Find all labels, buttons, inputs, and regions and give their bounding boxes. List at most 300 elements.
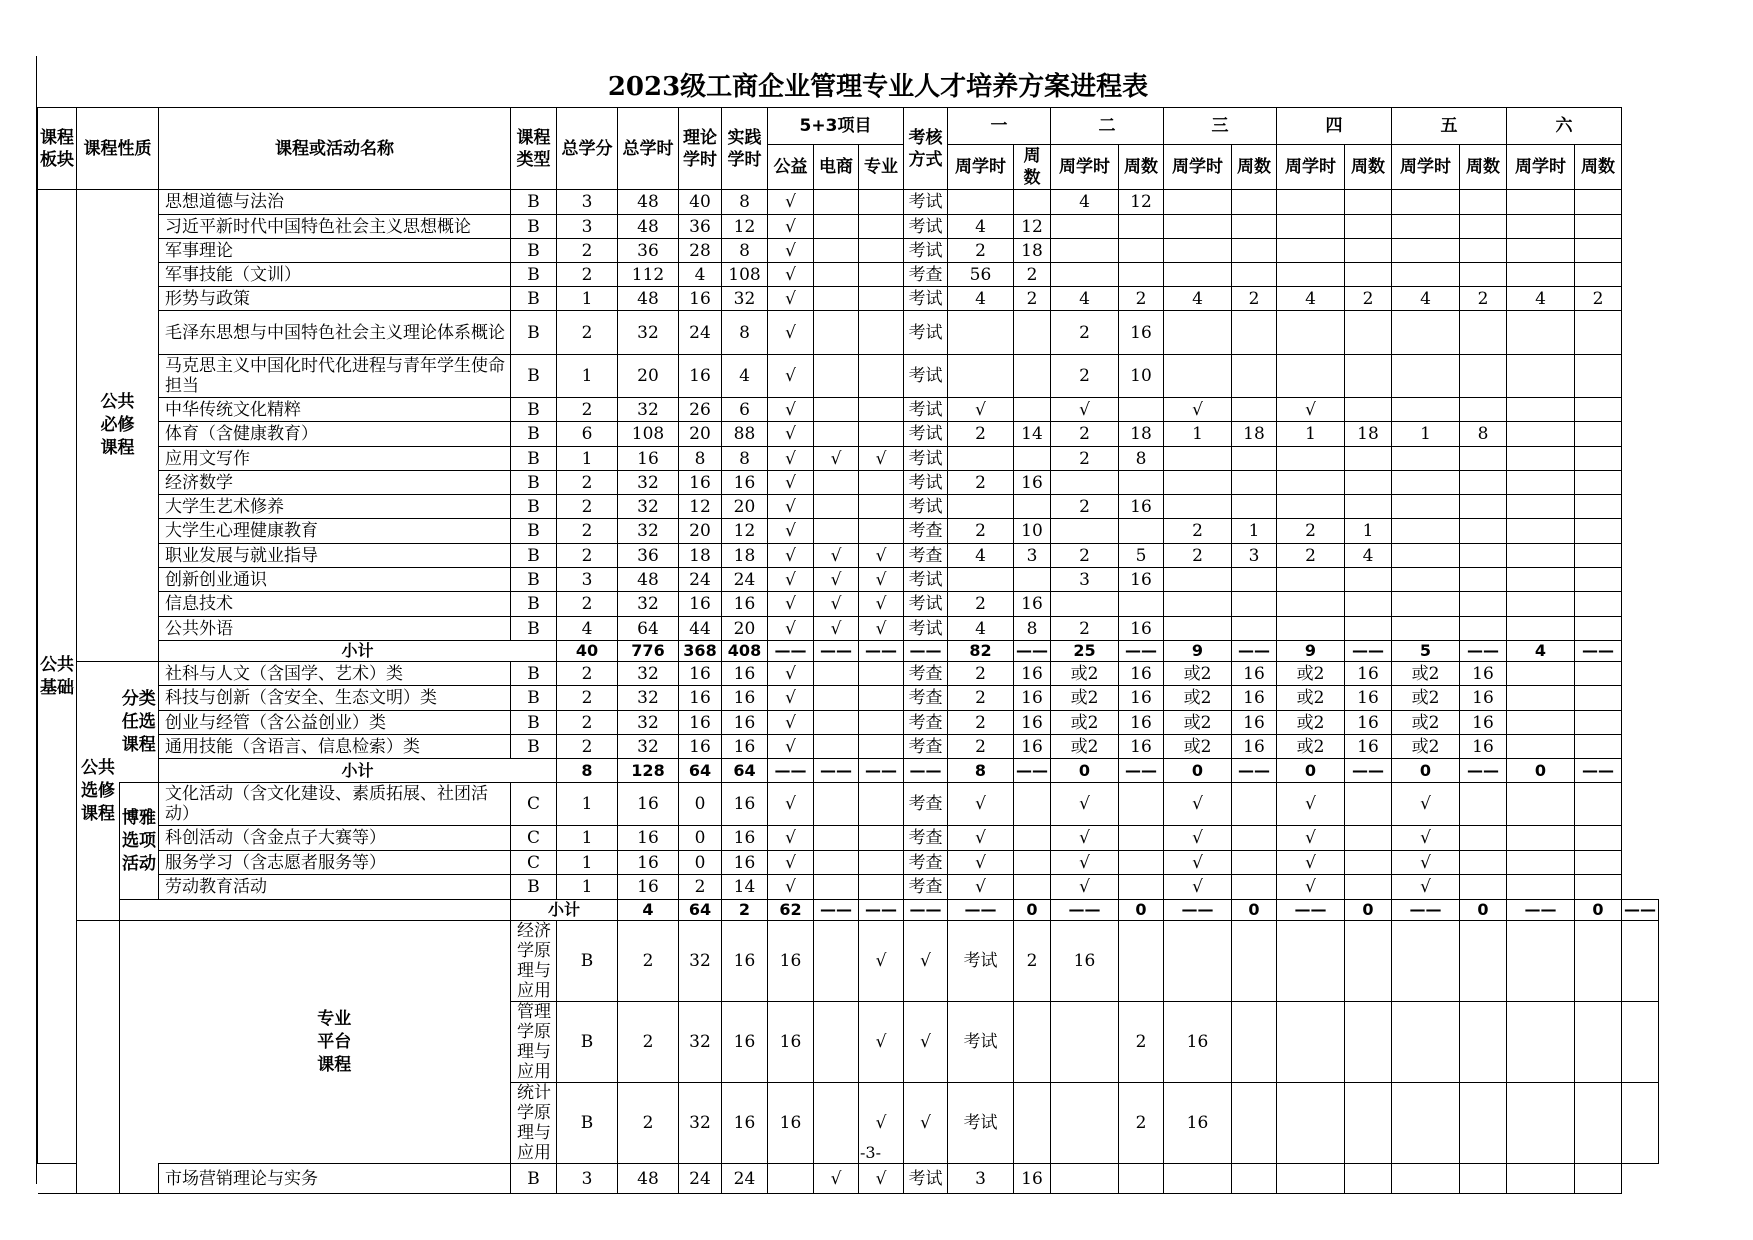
project-gongyi: √ [768, 686, 814, 711]
total-credits: 2 [557, 311, 618, 355]
sem-4-weeks: 2 [1345, 287, 1392, 311]
sem-5-weeks [1460, 617, 1507, 641]
sem-4-week-hours: 2 [1277, 544, 1345, 568]
sem-1-week-hours: 4 [948, 617, 1014, 641]
sem-6-week-hours [1507, 311, 1575, 355]
exam-method: 考试 [904, 617, 948, 641]
sem-2-weeks: 16 [1119, 617, 1164, 641]
course-name: 市场营销理论与实务 [159, 1164, 511, 1194]
sem-3-weeks [1277, 1083, 1345, 1164]
sem-2-week-hours: 3 [1051, 568, 1119, 592]
sem-2-weeks [1119, 1164, 1164, 1194]
sem-3-week-hours [1164, 190, 1232, 215]
subtotal-value: 8 [557, 759, 618, 783]
sem-6-week-hours [1507, 519, 1575, 544]
sem-6-week-hours [1507, 568, 1575, 592]
sem-4-week-hours [1277, 239, 1345, 263]
theory-hours: 16 [679, 471, 722, 495]
practice-hours: 16 [722, 662, 768, 686]
sem-1-weeks: 16 [1014, 735, 1051, 759]
sem-6-week-hours [1507, 263, 1575, 287]
header-dianshang: 电商 [814, 145, 859, 190]
sem-4-weeks [1345, 875, 1392, 900]
project-gongyi: √ [768, 544, 814, 568]
sem-3-week-hours [1232, 921, 1277, 1002]
sem-3-weeks [1232, 239, 1277, 263]
sem-1-weeks: 18 [1014, 239, 1051, 263]
header-name: 课程或活动名称 [159, 108, 511, 190]
theory-hours: 20 [679, 519, 722, 544]
exam-method: 考试 [904, 239, 948, 263]
practice-hours: 16 [722, 471, 768, 495]
subtotal-value: —— [1051, 900, 1119, 921]
practice-hours: 18 [722, 544, 768, 568]
sem-6-week-hours [1507, 662, 1575, 686]
header-week-hours: 周学时 [1277, 145, 1345, 190]
sem-2-week-hours: √ [1051, 875, 1119, 900]
sem-5-week-hours: √ [1392, 826, 1460, 851]
project-gongyi: √ [768, 783, 814, 826]
exam-method: 考查 [904, 544, 948, 568]
practice-hours: 12 [722, 215, 768, 239]
subtotal-value: —— [859, 900, 904, 921]
course-type: B [511, 617, 557, 641]
sem-5-week-hours [1392, 215, 1460, 239]
course-name: 管理学原理与应用 [511, 1002, 557, 1083]
project-gongyi [768, 1164, 814, 1194]
sem-2-week-hours [1051, 215, 1119, 239]
total-hours: 32 [618, 311, 679, 355]
sem-1-weeks [1014, 495, 1051, 519]
table-row [38, 263, 1659, 287]
sem-3-week-hours [1232, 1002, 1277, 1083]
sem-5-week-hours: √ [1392, 875, 1460, 900]
total-credits: 3 [557, 568, 618, 592]
subtotal-value: —— [1392, 900, 1460, 921]
sem-3-weeks [1232, 190, 1277, 215]
project-zhuanye [859, 311, 904, 355]
sem-3-week-hours: 或2 [1164, 686, 1232, 711]
sem-3-weeks [1232, 398, 1277, 422]
total-credits: 6 [557, 422, 618, 447]
total-hours: 32 [618, 398, 679, 422]
sem-1-week-hours [1014, 1002, 1051, 1083]
project-zhuanye [859, 851, 904, 875]
sem-1-weeks: 14 [1014, 422, 1051, 447]
exam-method: 考试 [904, 215, 948, 239]
sem-6-week-hours [1507, 826, 1575, 851]
sem-5-weeks [1507, 1002, 1575, 1083]
sem-6-week-hours [1507, 422, 1575, 447]
project-dianshang [814, 686, 859, 711]
project-gongyi [814, 1002, 859, 1083]
sem-5-weeks: 16 [1460, 686, 1507, 711]
subtotal-value: 0 [1119, 900, 1164, 921]
exam-method: 考查 [904, 711, 948, 735]
sem-2-weeks: 16 [1119, 495, 1164, 519]
table-row [38, 735, 1659, 759]
sem-4-week-hours: 或2 [1277, 686, 1345, 711]
sem-4-weeks: 4 [1345, 544, 1392, 568]
practice-hours: 16 [722, 686, 768, 711]
subtotal-value: —— [1345, 641, 1392, 662]
practice-hours: 14 [722, 875, 768, 900]
course-type: B [511, 735, 557, 759]
practice-hours: 16 [768, 1083, 814, 1164]
course-type: B [511, 875, 557, 900]
total-credits: 2 [557, 544, 618, 568]
total-hours: 32 [618, 471, 679, 495]
sem-4-week-hours: 或2 [1277, 662, 1345, 686]
project-dianshang [814, 422, 859, 447]
sem-1-week-hours: 4 [948, 215, 1014, 239]
page-number: -3- [860, 1143, 881, 1162]
sem-6-weeks [1575, 568, 1622, 592]
subtotal-value: 128 [618, 759, 679, 783]
subtotal-value: —— [1575, 759, 1622, 783]
sem-5-week-hours [1460, 921, 1507, 1002]
sem-6-weeks [1575, 398, 1622, 422]
sem-3-weeks [1277, 921, 1345, 1002]
theory-hours: 0 [679, 826, 722, 851]
sem-6-weeks [1575, 519, 1622, 544]
sem-4-weeks [1345, 447, 1392, 471]
subtotal-label: 小计 [511, 900, 618, 921]
sem-5-weeks [1460, 544, 1507, 568]
subtotal-row [38, 900, 1659, 921]
total-hours: 32 [618, 686, 679, 711]
course-type: C [511, 783, 557, 826]
sem-3-week-hours [1164, 311, 1232, 355]
sem-1-weeks: 16 [1051, 921, 1119, 1002]
exam-method: 考试 [904, 1164, 948, 1194]
course-name: 信息技术 [159, 592, 511, 617]
practice-hours: 16 [768, 921, 814, 1002]
sem-1-weeks: 16 [1014, 592, 1051, 617]
subtotal-value: 0 [1232, 900, 1277, 921]
sem-2-weeks [1119, 215, 1164, 239]
course-name: 军事技能（文训） [159, 263, 511, 287]
theory-hours: 16 [679, 355, 722, 398]
sem-6-week-hours [1575, 1083, 1622, 1164]
curriculum-table [37, 107, 1659, 1194]
sem-5-weeks [1460, 826, 1507, 851]
sem-3-weeks [1232, 617, 1277, 641]
sem-1-weeks [1014, 568, 1051, 592]
project-dianshang [814, 398, 859, 422]
sem-4-weeks: 18 [1345, 422, 1392, 447]
total-credits: 2 [557, 263, 618, 287]
course-name: 社科与人文（含国学、艺术）类 [159, 662, 511, 686]
sem-1-weeks [1014, 783, 1051, 826]
header-gongyi: 公益 [768, 145, 814, 190]
sem-1-weeks [1014, 398, 1051, 422]
project-gongyi: √ [768, 215, 814, 239]
table-row [38, 239, 1659, 263]
sem-4-week-hours: √ [1277, 875, 1345, 900]
sem-6-week-hours [1575, 1002, 1622, 1083]
sem-1-week-hours: 2 [948, 686, 1014, 711]
sem-5-week-hours [1392, 544, 1460, 568]
total-credits: 2 [557, 735, 618, 759]
theory-hours: 24 [679, 568, 722, 592]
sem-6-weeks [1575, 662, 1622, 686]
subtotal-value: 0 [1164, 759, 1232, 783]
practice-hours: 16 [722, 851, 768, 875]
theory-hours: 16 [722, 1002, 768, 1083]
theory-hours: 4 [679, 263, 722, 287]
table-row [38, 287, 1659, 311]
sem-6-week-hours [1507, 1164, 1575, 1194]
sem-4-week-hours: 或2 [1277, 711, 1345, 735]
sem-4-week-hours [1277, 190, 1345, 215]
sem-1-weeks: 10 [1014, 519, 1051, 544]
total-hours: 64 [618, 617, 679, 641]
sem-1-weeks [1014, 851, 1051, 875]
practice-hours: 6 [722, 398, 768, 422]
nature-category-elective: 分类 任选 课程 [120, 662, 159, 783]
sem-4-week-hours [1345, 1083, 1392, 1164]
sem-1-weeks: 16 [1014, 1164, 1051, 1194]
total-hours: 48 [618, 1164, 679, 1194]
subtotal-value: —— [904, 641, 948, 662]
project-zhuanye [859, 826, 904, 851]
sem-5-week-hours [1392, 495, 1460, 519]
project-dianshang [814, 495, 859, 519]
practice-hours: 24 [722, 568, 768, 592]
sem-3-week-hours: 2 [1164, 544, 1232, 568]
sem-4-week-hours [1277, 568, 1345, 592]
total-credits: 2 [618, 1083, 679, 1164]
project-gongyi [814, 1083, 859, 1164]
sem-3-week-hours: √ [1164, 826, 1232, 851]
sem-1-weeks [1014, 447, 1051, 471]
theory-hours: 24 [679, 1164, 722, 1194]
course-type: B [557, 1083, 618, 1164]
subtotal-value: —— [768, 641, 814, 662]
sem-2-weeks: 5 [1119, 544, 1164, 568]
sem-6-weeks [1575, 826, 1622, 851]
sem-4-weeks [1345, 783, 1392, 826]
total-credits: 1 [557, 783, 618, 826]
sem-4-week-hours [1277, 495, 1345, 519]
project-gongyi [814, 921, 859, 1002]
practice-hours: 16 [722, 783, 768, 826]
exam-method: 考试 [904, 592, 948, 617]
sem-5-weeks [1507, 1083, 1575, 1164]
sem-1-week-hours [948, 190, 1014, 215]
sem-6-week-hours [1507, 735, 1575, 759]
sem-5-weeks [1460, 875, 1507, 900]
sem-3-weeks [1232, 311, 1277, 355]
project-zhuanye [859, 190, 904, 215]
header-sem-2: 二 [1051, 108, 1164, 145]
sem-2-weeks: 2 [1119, 287, 1164, 311]
project-zhuanye [859, 263, 904, 287]
table-row [38, 471, 1659, 495]
sem-6-weeks [1575, 735, 1622, 759]
subtotal-value: —— [948, 900, 1014, 921]
subtotal-value: —— [1232, 641, 1277, 662]
course-type: B [511, 592, 557, 617]
total-credits: 3 [557, 215, 618, 239]
exam-method: 考试 [948, 1083, 1014, 1164]
header-theory: 理论 学时 [679, 108, 722, 190]
total-credits: 1 [557, 826, 618, 851]
sem-6-week-hours [1507, 544, 1575, 568]
table-row [38, 783, 1659, 826]
sem-2-weeks: 10 [1119, 355, 1164, 398]
header-sem-4: 四 [1277, 108, 1392, 145]
project-dianshang [814, 287, 859, 311]
course-type: B [511, 287, 557, 311]
sem-4-weeks [1392, 1083, 1460, 1164]
header-practice: 实践 学时 [722, 108, 768, 190]
subtotal-label: 小计 [159, 759, 557, 783]
table-row [38, 544, 1659, 568]
sem-4-week-hours [1345, 1002, 1392, 1083]
practice-hours: 4 [722, 355, 768, 398]
project-dianshang: √ [814, 568, 859, 592]
sem-5-weeks [1460, 239, 1507, 263]
project-dianshang: √ [814, 544, 859, 568]
sem-5-weeks [1460, 398, 1507, 422]
sem-1-week-hours [948, 495, 1014, 519]
theory-hours: 2 [679, 875, 722, 900]
project-dianshang [814, 471, 859, 495]
subtotal-value: —— [1460, 641, 1507, 662]
sem-2-week-hours: 2 [1051, 422, 1119, 447]
subtotal-value: 82 [948, 641, 1014, 662]
table-row [38, 921, 1659, 1002]
sem-3-weeks [1232, 826, 1277, 851]
project-zhuanye [859, 686, 904, 711]
table-row [38, 422, 1659, 447]
sem-2-weeks: 12 [1119, 190, 1164, 215]
project-gongyi: √ [768, 711, 814, 735]
sem-4-week-hours [1277, 215, 1345, 239]
sem-4-weeks [1345, 592, 1392, 617]
project-zhuanye: √ [859, 447, 904, 471]
course-name: 服务学习（含志愿者服务等） [159, 851, 511, 875]
sem-4-weeks [1345, 215, 1392, 239]
sem-5-week-hours [1392, 355, 1460, 398]
sem-4-weeks [1345, 471, 1392, 495]
sem-4-weeks [1392, 1002, 1460, 1083]
table-row [38, 875, 1659, 900]
subtotal-value: —— [1119, 759, 1164, 783]
course-type: B [511, 1164, 557, 1194]
sem-5-week-hours [1392, 398, 1460, 422]
exam-method: 考试 [904, 287, 948, 311]
course-type: B [511, 544, 557, 568]
project-dianshang [814, 875, 859, 900]
sem-3-weeks [1232, 592, 1277, 617]
sem-4-weeks [1392, 921, 1460, 1002]
practice-hours: 16 [722, 592, 768, 617]
practice-hours: 24 [722, 1164, 768, 1194]
exam-method: 考试 [904, 190, 948, 215]
course-type: B [557, 1002, 618, 1083]
sem-2-week-hours: 或2 [1051, 686, 1119, 711]
project-zhuanye [859, 495, 904, 519]
course-type: C [511, 826, 557, 851]
sem-2-weeks [1119, 398, 1164, 422]
sem-3-week-hours: 或2 [1164, 662, 1232, 686]
theory-hours: 0 [679, 783, 722, 826]
sem-6-weeks [1575, 311, 1622, 355]
total-credits: 2 [557, 711, 618, 735]
sem-2-weeks [1119, 783, 1164, 826]
project-zhuanye: √ [859, 544, 904, 568]
header-sem-1: 一 [948, 108, 1051, 145]
sem-3-weeks [1232, 783, 1277, 826]
sem-1-weeks: 16 [1014, 662, 1051, 686]
sem-1-week-hours: 56 [948, 263, 1014, 287]
sem-6-week-hours: 4 [1507, 287, 1575, 311]
sem-4-weeks [1345, 1164, 1392, 1194]
course-type: B [511, 355, 557, 398]
theory-hours: 16 [722, 921, 768, 1002]
total-hours: 32 [618, 735, 679, 759]
sem-2-week-hours: √ [1051, 398, 1119, 422]
project-dianshang: √ [859, 921, 904, 1002]
theory-hours: 28 [679, 239, 722, 263]
subtotal-value: —— [814, 641, 859, 662]
sem-4-weeks: 16 [1345, 662, 1392, 686]
project-dianshang [814, 711, 859, 735]
sem-5-week-hours [1392, 592, 1460, 617]
total-credits: 3 [557, 1164, 618, 1194]
practice-hours: 20 [722, 495, 768, 519]
sem-2-week-hours: 或2 [1051, 711, 1119, 735]
subtotal-value: 64 [722, 759, 768, 783]
sem-2-weeks [1119, 875, 1164, 900]
course-name: 形势与政策 [159, 287, 511, 311]
header-week-hours: 周学时 [1164, 145, 1232, 190]
sem-3-week-hours: √ [1164, 851, 1232, 875]
sem-4-week-hours [1277, 263, 1345, 287]
sem-5-weeks [1460, 1164, 1507, 1194]
project-dianshang [814, 190, 859, 215]
subtotal-value: —— [1232, 759, 1277, 783]
sem-1-week-hours [948, 311, 1014, 355]
course-type: B [511, 447, 557, 471]
table-row [38, 711, 1659, 735]
project-zhuanye [859, 471, 904, 495]
exam-method: 考试 [904, 568, 948, 592]
project-zhuanye [859, 355, 904, 398]
total-credits: 4 [557, 617, 618, 641]
header-credits: 总学分 [557, 108, 618, 190]
course-name: 应用文写作 [159, 447, 511, 471]
sem-2-weeks: 8 [1119, 447, 1164, 471]
sem-3-week-hours [1164, 471, 1232, 495]
sem-5-week-hours [1392, 471, 1460, 495]
sem-5-weeks [1460, 592, 1507, 617]
sem-1-weeks [1014, 311, 1051, 355]
course-type: B [511, 519, 557, 544]
course-name: 统计学原理与应用 [511, 1083, 557, 1164]
course-type: B [511, 398, 557, 422]
theory-hours: 12 [679, 495, 722, 519]
subtotal-value: 0 [1051, 759, 1119, 783]
exam-method: 考试 [904, 422, 948, 447]
sem-4-week-hours: 4 [1277, 287, 1345, 311]
sem-4-weeks [1345, 495, 1392, 519]
sem-6-week-hours [1507, 875, 1575, 900]
sem-6-week-hours [1507, 447, 1575, 471]
